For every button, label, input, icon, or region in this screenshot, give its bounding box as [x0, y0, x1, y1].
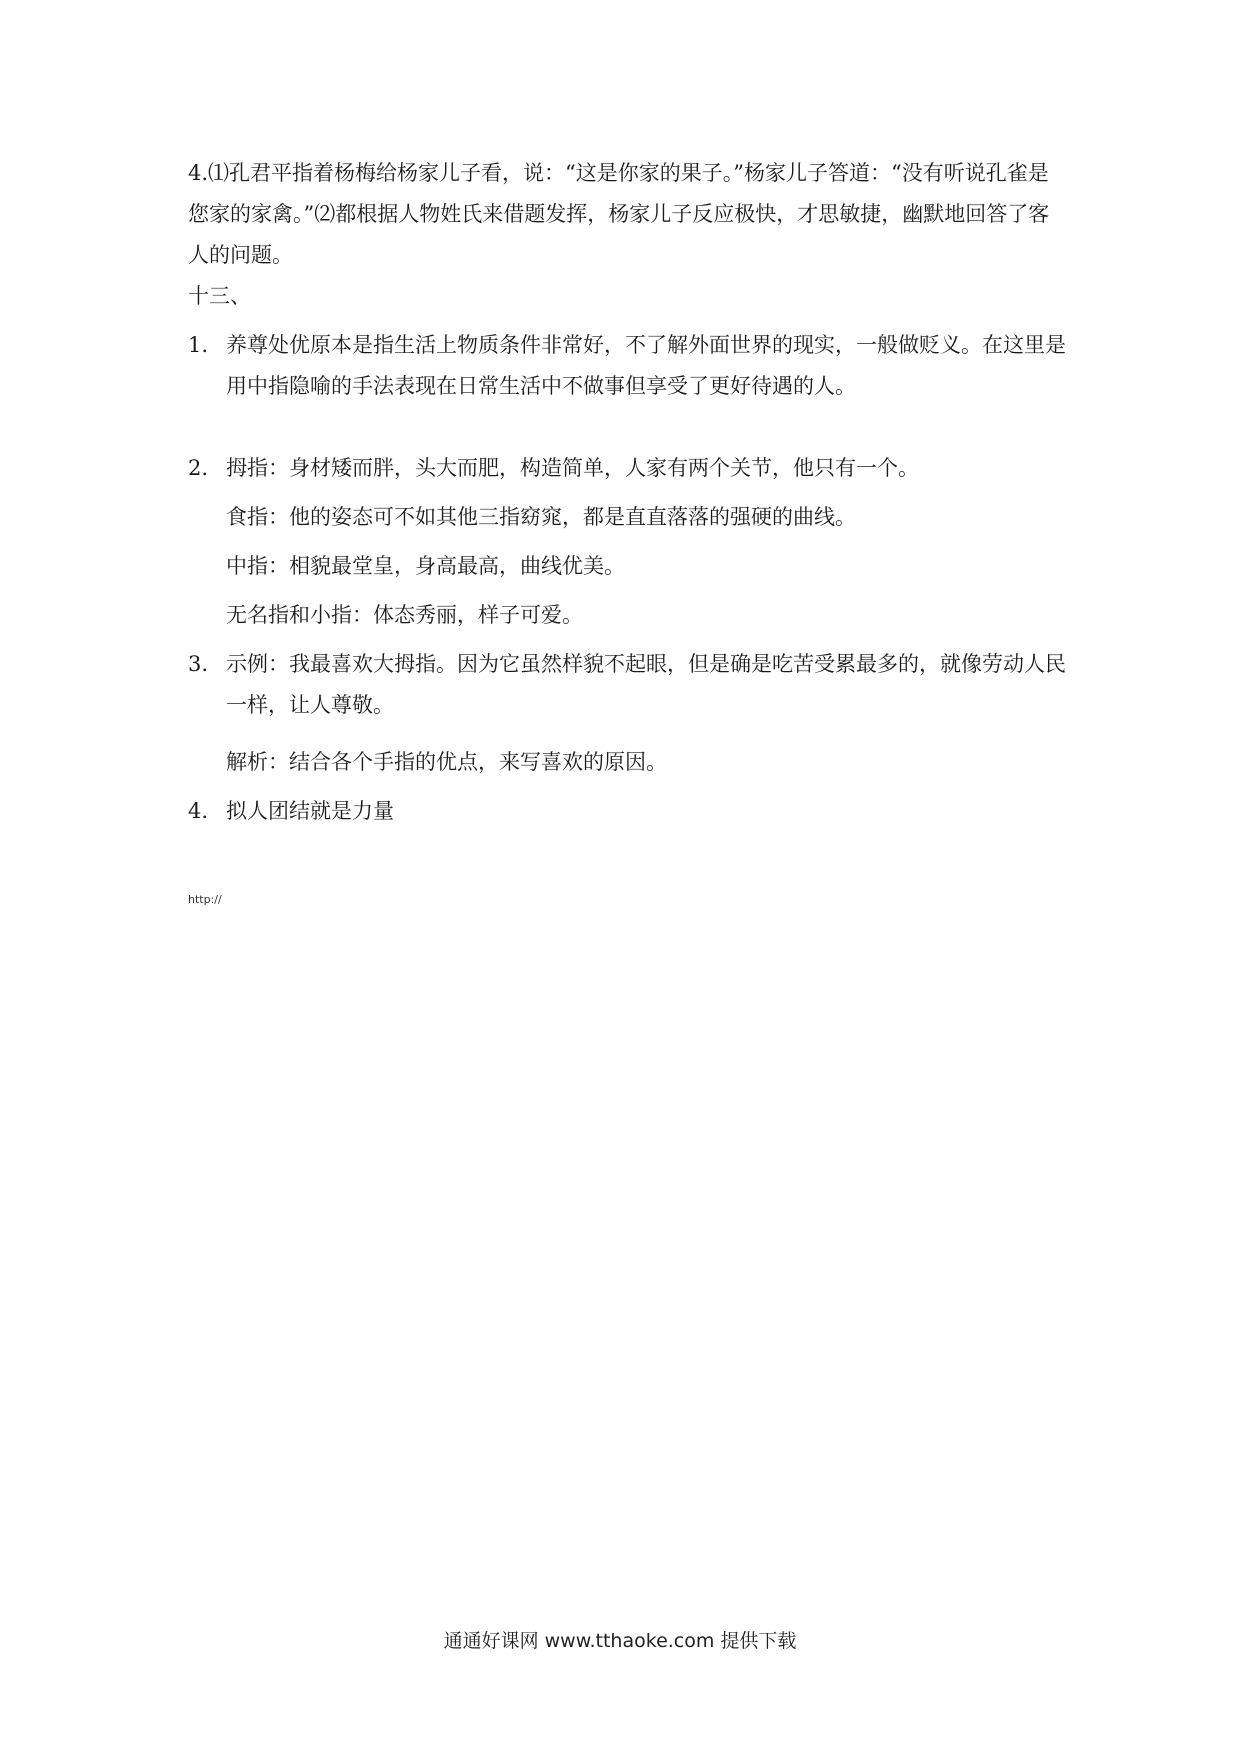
- list-item: [188, 448, 1068, 489]
- item-number: 4.: [188, 799, 209, 823]
- item-text: 拟人团结就是力量: [226, 799, 394, 823]
- item-number: 1.: [188, 333, 209, 357]
- list-item: [188, 325, 1068, 407]
- item-text: 拇指：身材矮而胖，头大而肥，构造简单，人家有两个关节，他只有一个。: [226, 456, 919, 480]
- item-subline: 食指：他的姿态可不如其他三指窈窕，都是直直落落的强硬的曲线。: [226, 505, 856, 529]
- item-number: 2.: [188, 456, 209, 480]
- item-subline: 中指：相貌最堂皇，身高最高，曲线优美。: [226, 554, 625, 578]
- url-text: http://: [188, 893, 222, 906]
- item-subline: 解析：结合各个手指的优点，来写喜欢的原因。: [226, 750, 667, 774]
- item-number: 3.: [188, 652, 209, 676]
- item-text: 示例：我最喜欢大拇指。因为它虽然样貌不起眼，但是确是吃苦受累最多的，就像劳动人民一样，让人尊敬。: [226, 652, 1066, 717]
- answer-4-paragraph: 4.⑴孔君平指着杨梅给杨家儿子看，说：“这是你家的果子。”杨家儿子答道：“没有听说孔雀是您家的家禽。”⑵都根据人物姓氏来借题发挥，杨家儿子反应极快，才思敏捷，幽默地回答了客人的问题。: [188, 161, 1050, 267]
- item-text: 养尊处优原本是指生活上物质条件非常好，不了解外面世界的现实，一般做贬义。在这里是用中指隐喻的手法表现在日常生活中不做事但享受了更好待遇的人。: [226, 333, 1066, 398]
- page-footer: 通通好课网 www.tthaoke.com 提供下载: [443, 1630, 797, 1652]
- list-item: [188, 791, 1068, 832]
- item-subline: 无名指和小指：体态秀丽，样子可爱。: [226, 603, 583, 627]
- list-item: [188, 644, 1068, 726]
- section-13-heading: 十三、: [188, 284, 251, 308]
